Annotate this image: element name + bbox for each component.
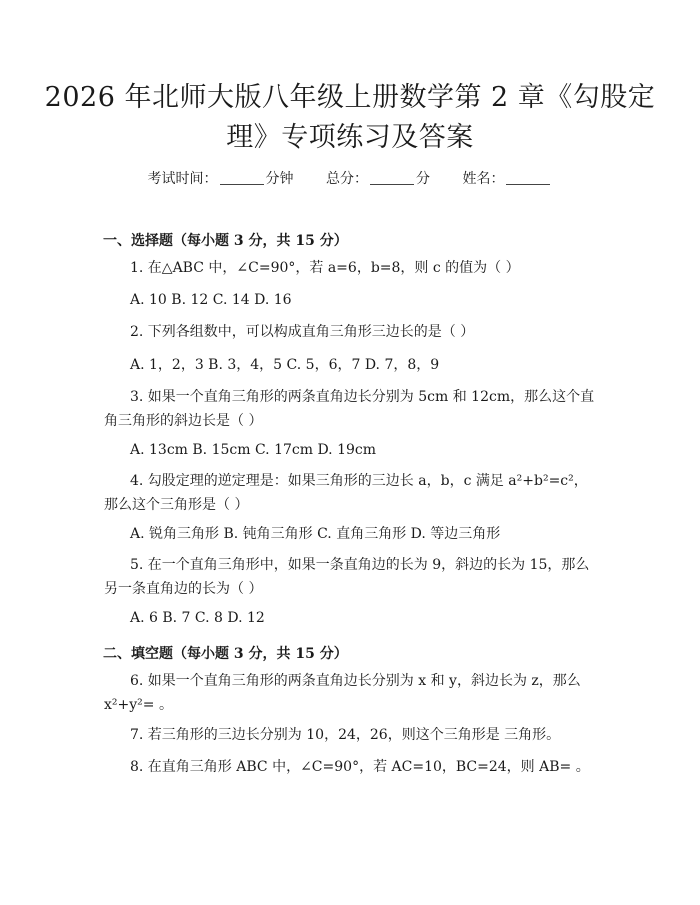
options-3: A. 13cm B. 15cm C. 17cm D. 19cm <box>130 442 377 458</box>
time-unit: 分钟 <box>265 171 294 187</box>
exam-score <box>326 171 434 187</box>
time-blank <box>220 170 264 185</box>
question-2: 2. 下列各组数中，可以构成直角三角形三边长的是（ ） <box>130 324 475 340</box>
question-4: 4. 勾股定理的逆定理是：如果三角形的三边长 a，b，c 满足 a²+b²=c²，那么这个三角形是（ ） <box>104 473 588 513</box>
question-8: 8. 在直角三角形 ABC 中，∠C=90°，若 AC=10，BC=24，则 AB= 。 <box>130 759 590 775</box>
page-title: 2026 年北师大版八年级上册数学第 2 章《勾股定理》专项练习及答案 <box>44 82 656 153</box>
name-label: 姓名： <box>462 171 505 187</box>
options-5: A. 6 B. 7 C. 8 D. 12 <box>130 610 265 626</box>
question-1: 1. 在△ABC 中，∠C=90°，若 a=6，b=8，则 c 的值为（ ） <box>130 260 520 276</box>
options-2: A. 1，2，3 B. 3，4，5 C. 5，6，7 D. 7，8，9 <box>130 357 440 373</box>
score-label: 总分： <box>326 171 368 187</box>
exam-meta <box>0 168 700 188</box>
exam-name <box>462 171 552 187</box>
name-blank <box>506 170 550 185</box>
question-7: 7. 若三角形的三边长分别为 10，24，26，则这个三角形是 三角形。 <box>130 727 561 743</box>
time-label: 考试时间： <box>147 171 218 187</box>
section-heading-fill: 二、填空题（每小题 3 分，共 15 分） <box>103 646 348 662</box>
score-blank <box>370 170 414 185</box>
question-6: 6. 如果一个直角三角形的两条直角边长分别为 x 和 y，斜边长为 z，那么 x²+y²= 。 <box>104 673 581 713</box>
section-heading-choice: 一、选择题（每小题 3 分，共 15 分） <box>103 233 348 249</box>
score-unit: 分 <box>416 171 430 187</box>
exam-time <box>148 171 298 187</box>
options-1: A. 10 B. 12 C. 14 D. 16 <box>130 292 292 308</box>
question-5: 5. 在一个直角三角形中，如果一条直角边的长为 9，斜边的长为 15，那么另一条直角边的长为（ ） <box>104 557 590 597</box>
options-4: A. 锐角三角形 B. 钝角三角形 C. 直角三角形 D. 等边三角形 <box>130 526 501 542</box>
question-3: 3. 如果一个直角三角形的两条直角边长分别为 5cm 和 12cm，那么这个直角三角形的斜边长是（ ） <box>104 389 595 429</box>
